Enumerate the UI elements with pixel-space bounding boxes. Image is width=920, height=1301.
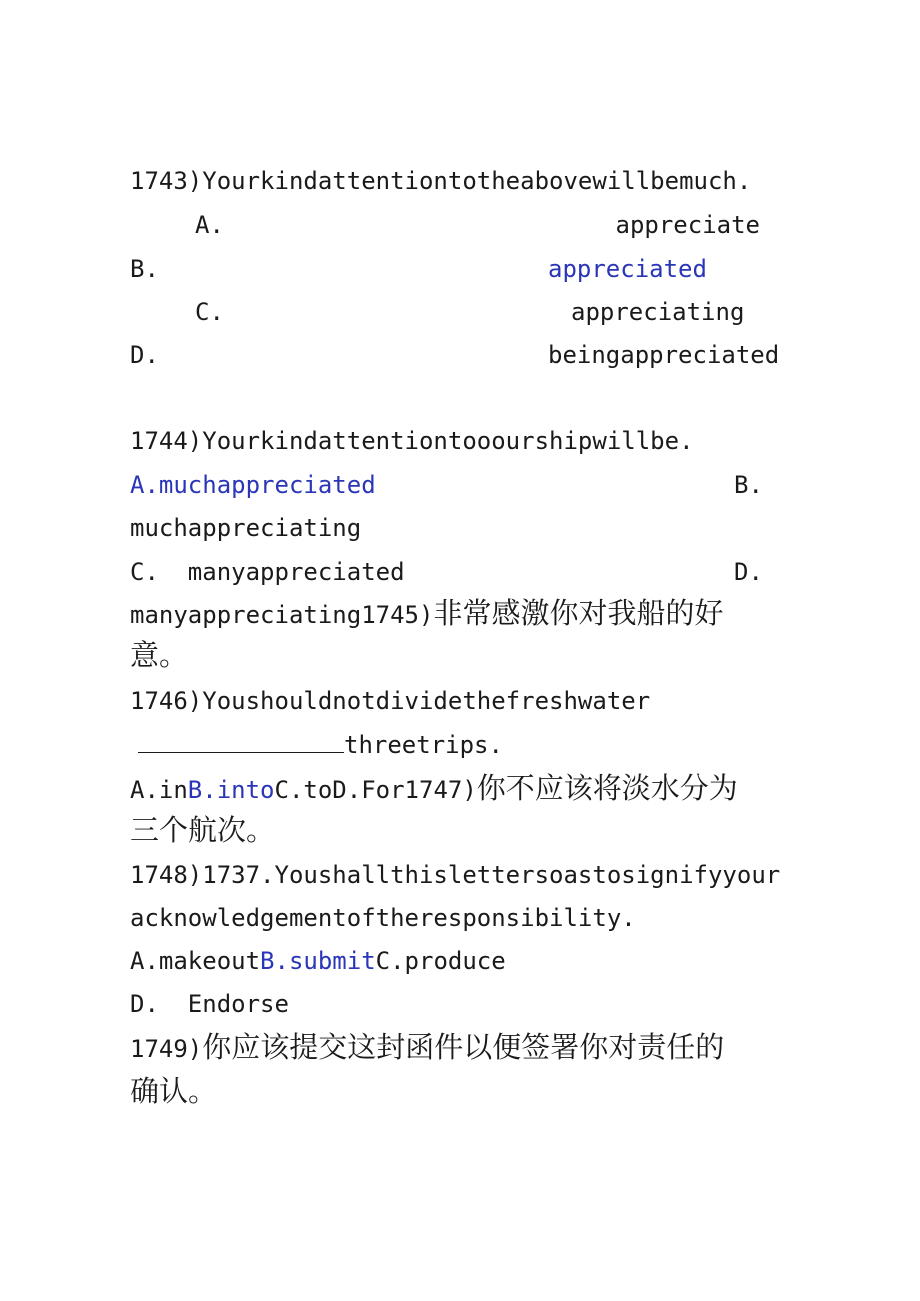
- q1744-option-d-text: manyappreciating: [130, 601, 362, 629]
- question-1749-translation-line2: 确认。: [130, 1074, 218, 1108]
- q1743-option-a-text: appreciate: [615, 211, 760, 239]
- question-1747-label: 1747): [404, 776, 477, 804]
- q1746-option-c: C.to: [274, 776, 333, 804]
- q1744-option-b-text: muchappreciating: [130, 514, 362, 542]
- q1743-option-d-letter: D.: [130, 341, 159, 369]
- q1748-option-a: A.makeout: [130, 947, 261, 975]
- q1746-option-d: D.For: [332, 776, 405, 804]
- question-1747-translation-line2: 三个航次。: [130, 813, 276, 847]
- question-1748-stem-line1: 1748)1737.Youshallthislettersoastosignifyyour: [130, 861, 781, 889]
- question-1745-translation-line1: 非常感激你对我船的好: [433, 596, 724, 630]
- question-1745-translation-line2: 意。: [130, 638, 189, 672]
- answer-blank: [138, 730, 344, 753]
- question-1748-stem-line2: acknowledgementoftheresponsibility.: [130, 904, 636, 932]
- q1743-option-c-letter: C.: [195, 298, 224, 326]
- q1746-blank-line: [138, 730, 503, 760]
- q1748-option-b: B.submit: [260, 947, 376, 975]
- question-1749-line1: [130, 1032, 724, 1062]
- q1746-option-b: B.into: [187, 776, 275, 804]
- q1744-option-d-letter: D.: [734, 558, 763, 586]
- q1748-options-line: [130, 946, 506, 976]
- q1746-after-blank: threetrips.: [344, 731, 503, 759]
- question-1747-translation-line1: 你不应该将淡水分为: [476, 771, 738, 805]
- q1743-option-c-text: appreciating: [571, 298, 745, 326]
- q1744-option-b-letter: B.: [734, 471, 763, 499]
- question-1744-stem: 1744)Yourkindattentiontooourshipwillbe.: [130, 427, 694, 455]
- q1748-option-d: D. Endorse: [130, 990, 289, 1018]
- question-1749-label: 1749): [130, 1035, 203, 1063]
- q1743-option-a-letter: A.: [195, 211, 224, 239]
- question-1743-stem: 1743)Yourkindattentiontotheabovewillbemuch.: [130, 167, 752, 195]
- question-1746-stem: 1746)Youshouldnotdividethefreshwater: [130, 687, 651, 715]
- q1743-option-d-text: beingappreciated: [548, 341, 780, 369]
- q1743-option-b-letter: B.: [130, 255, 159, 283]
- q1746-option-a: A.in: [130, 776, 188, 804]
- q1744-option-d-line: [130, 598, 723, 628]
- q1744-option-c: C. manyappreciated: [130, 558, 405, 586]
- q1743-option-b-text: appreciated: [548, 255, 707, 283]
- question-1749-translation-line1: 你应该提交这封函件以便签署你对责任的: [202, 1030, 725, 1064]
- q1746-options-line: [130, 773, 738, 803]
- q1748-option-c: C.produce: [375, 947, 506, 975]
- question-1745-label: 1745): [361, 601, 434, 629]
- q1744-option-a: A.muchappreciated: [130, 471, 376, 499]
